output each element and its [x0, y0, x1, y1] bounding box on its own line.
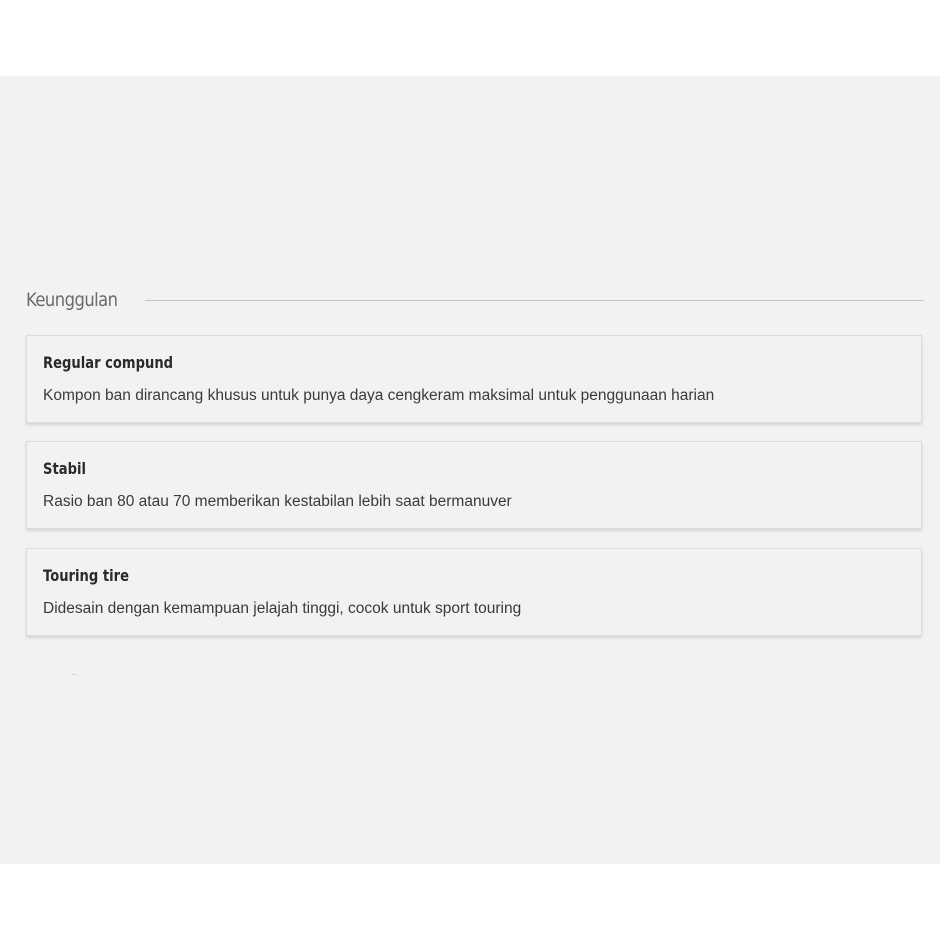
section-divider — [145, 300, 924, 301]
feature-description: Kompon ban dirancang khusus untuk punya daya cengkeram maksimal untuk penggunaan harian — [43, 387, 715, 404]
feature-description: Didesain dengan kemampuan jelajah tinggi, cocok untuk sport touring — [43, 600, 522, 617]
feature-title: Stabil — [43, 459, 86, 478]
feature-card-touring-tire — [26, 548, 922, 636]
section-header — [26, 288, 924, 312]
feature-title: Regular compund — [43, 353, 174, 372]
section-title: Keunggulan — [26, 289, 118, 311]
feature-title: Touring tire — [43, 566, 129, 585]
feature-card-stabil — [26, 441, 922, 529]
feature-card-regular-compound — [26, 335, 922, 423]
decorative-dash — [72, 674, 77, 675]
feature-description: Rasio ban 80 atau 70 memberikan kestabilan lebih saat bermanuver — [43, 493, 512, 510]
features-panel — [0, 76, 940, 864]
